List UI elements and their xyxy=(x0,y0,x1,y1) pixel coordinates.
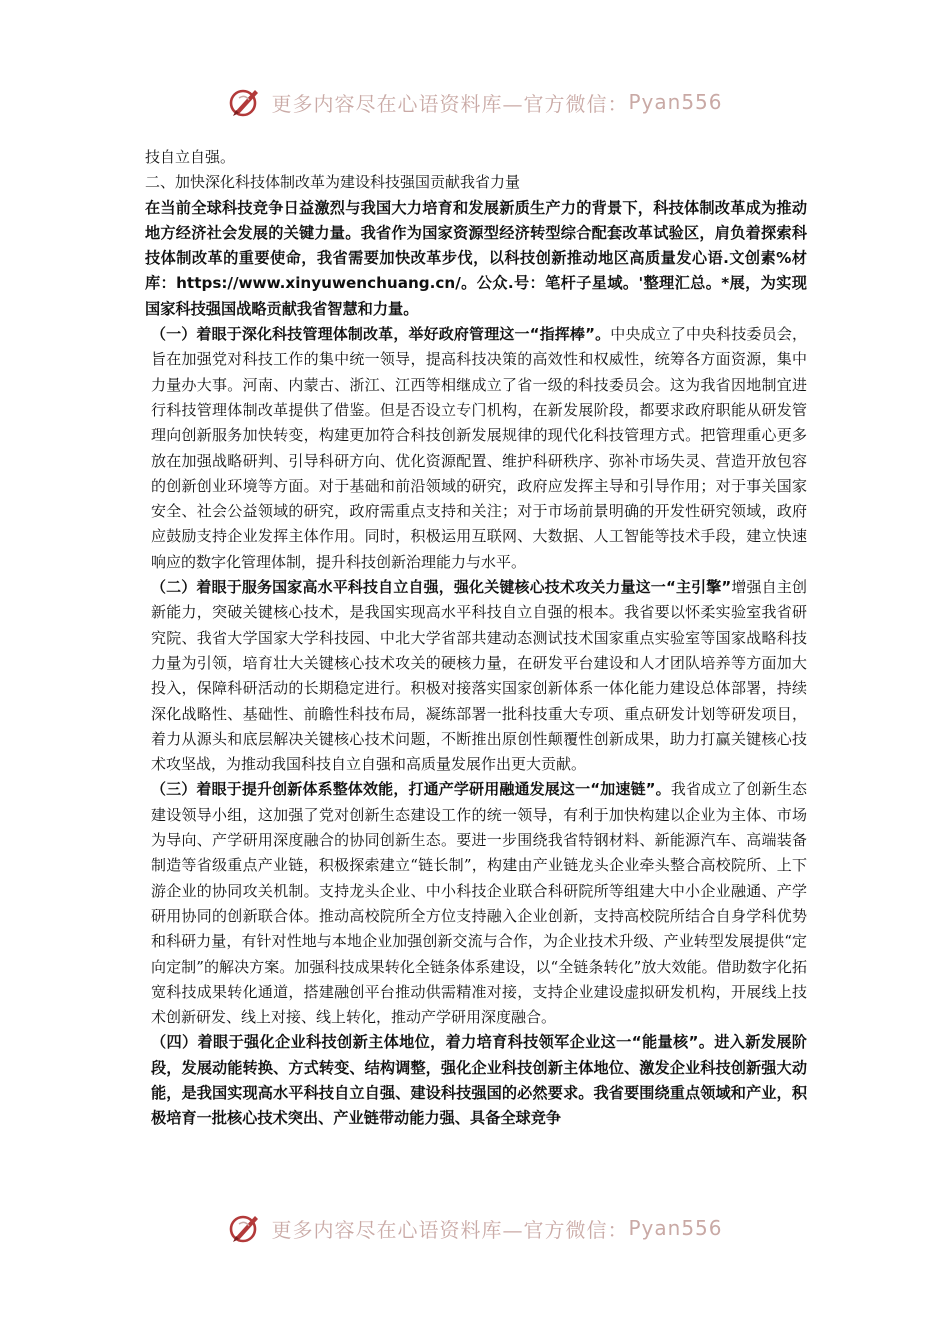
pen-logo-icon xyxy=(227,84,263,120)
paragraph-intro: 在当前全球科技竞争日益激烈与我国大力培育和发展新质生产力的背景下，科技体制改革成为推动地方经济社会发展的关键力量。我省作为国家资源型经济转型综合配套改革试验区，肩负着探索科技体制改革的重要使命，我省需要加快改革步伐，以科技创新推动地区高质量发心语.文创素%材库：https://www.xinyuwenchuang.cn/。公众.号：笔杆子星域。'整理汇总。*展，为实现国家科技强国战略贡献我省智慧和力量。 xyxy=(145,198,807,318)
pen-logo-icon xyxy=(227,1210,263,1246)
watermark-text: 更多内容尽在心语资料库—官方微信： xyxy=(271,91,629,116)
item-3-body: 我省成立了创新生态建设领导小组，这加强了党对创新生态建设工作的统一领导，有利于加快构建以企业为主体、市场为导向、产学研用深度融合的协同创新生态。要进一步围绕我省特钢材料、新能源汽车、高端装备制造等省级重点产业链，积极探索建立“链长制”，构建由产业链龙头企业牵头整合高校院所、上下游企业的协同攻关机制。支持龙头企业、中小科技企业联合科研院所等组建大中小企业融通、产学研用协同的创新联合体。推动高校院所全方位支持融入企业创新，支持高校院所结合自身学科优势和科研力量，有针对性地与本地企业加强创新交流与合作，为企业技术升级、产业转型发展提供“定向定制”的解决方案。加强科技成果转化全链条体系建设，以“全链条转化”放大效能。借助数字化拓宽科技成果转化通道，搭建融创平台推动供需精准对接，支持企业建设虚拟研发机构，开展线上技术创新研发、线上对接、线上转化，推动产学研用深度融合。 xyxy=(151,780,807,1027)
watermark-banner-bottom xyxy=(0,1206,950,1250)
paragraph-item-3 xyxy=(145,777,807,1030)
watermark-wechat-id: Pyan556 xyxy=(628,90,723,114)
item-2-body: 增强自主创新能力，突破关键核心技术，是我国实现高水平科技自立自强的根本。我省要以怀柔实验室我省研究院、我省大学国家大学科技园、中北大学省部共建动态测试技术国家重点实验室等国家战略科技力量为引领，培育壮大关键核心技术攻关的硬核力量，在研发平台建设和人才团队培养等方面加大投入，保障科研活动的长期稳定进行。积极对接落实国家创新体系一体化能力建设总体部署，持续深化战略性、基础性、前瞻性科技布局，凝练部署一批科技重大专项、重点研发计划等研发项目，着力从源头和底层解决关键核心技术问题，不断推出原创性颠覆性创新成果，助力打赢关键核心技术攻坚战，为推动我国科技自立自强和高质量发展作出更大贡献。 xyxy=(151,578,807,774)
section-heading: 二、加快深化科技体制改革为建设科技强国贡献我省力量 xyxy=(145,173,521,192)
item-2-heading: （二）着眼于服务国家高水平科技自立自强，强化关键核心技术攻关力量这一“主引擎” xyxy=(151,578,732,597)
watermark-banner-top xyxy=(0,80,950,124)
item-1-heading: （一）着眼于深化科技管理体制改革，举好政府管理这一“指挥棒”。 xyxy=(151,325,611,344)
item-1-body: 中央成立了中央科技委员会，旨在加强党对科技工作的集中统一领导，提高科技决策的高效性和权威性，统筹各方面资源，集中力量办大事。河南、内蒙古、浙江、江西等相继成立了省一级的科技委员会。这为我省因地制宜进行科技管理体制改革提供了借鉴。但是否设立专门机构，在新发展阶段，都要求政府职能从研发管理向创新服务加快转变，构建更加符合科技创新发展规律的现代化科技管理方式。把管理重心更多放在加强战略研判、引导科研方向、优化资源配置、维护科研秩序、弥补市场失灵、营造开放包容的创新创业环境等方面。对于基础和前沿领域的研究，政府应发挥主导和引导作用；对于事关国家安全、社会公益领域的研究，政府需重点支持和关注；对于市场前景明确的开发性研究领域，政府应鼓励支持企业发挥主体作用。同时，积极运用互联网、大数据、人工智能等技术手段，建立快速响应的数字化管理体制，提升科技创新治理能力与水平。 xyxy=(151,325,807,571)
item-3-heading: （三）着眼于提升创新体系整体效能，打通产学研用融通发展这一“加速链”。 xyxy=(151,780,671,799)
document-body xyxy=(145,145,807,1132)
paragraph-item-1 xyxy=(145,322,807,575)
paragraph-item-2 xyxy=(145,575,807,777)
paragraph-1: 技自立自强。 xyxy=(145,148,236,166)
watermark-wechat-id: Pyan556 xyxy=(628,1216,723,1240)
paragraph-item-4: （四）着眼于强化企业科技创新主体地位，着力培育科技领军企业这一“能量核”。进入新发展阶段，发展动能转换、方式转变、结构调整，强化企业科技创新主体地位、激发企业科技创新强大动能，是我国实现高水平科技自立自强、建设科技强国的必然要求。我省要围绕重点领域和产业，积极培育一批核心技术突出、产业链带动能力强、具备全球竞争 xyxy=(151,1033,807,1128)
watermark-text: 更多内容尽在心语资料库—官方微信： xyxy=(271,1217,629,1242)
